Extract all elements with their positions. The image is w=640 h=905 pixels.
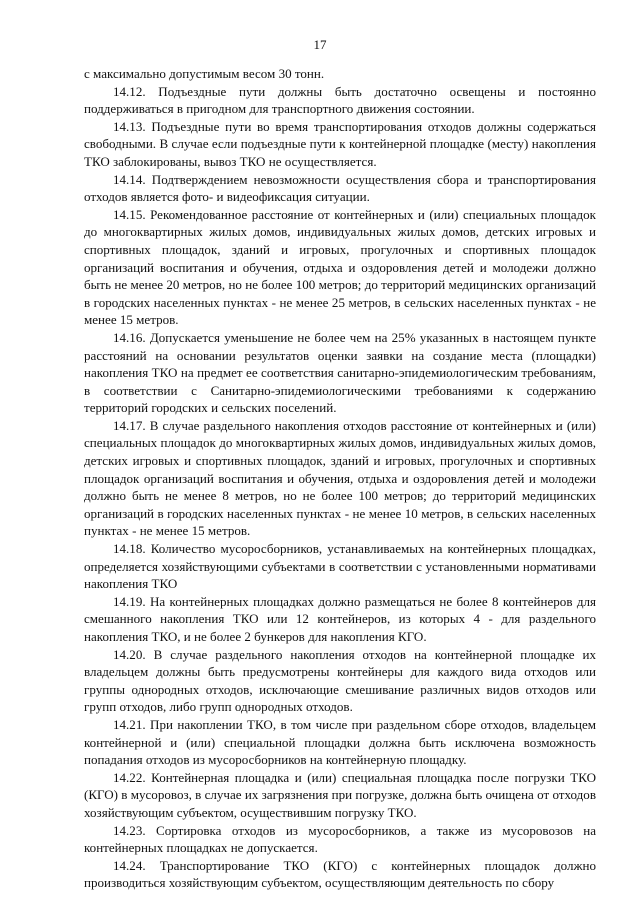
paragraph-14-21: 14.21. При накоплении ТКО, в том числе при раздельном сборе отходов, владельцем контейнерной и (или) специальной площадки должна быть исключена возможность попадания отходов из мусоросборников на контейнерную площадку. [84, 716, 596, 768]
paragraph-14-24: 14.24. Транспортирование ТКО (КГО) с контейнерных площадок должно производиться хозяйствующим субъектом, осуществляющим деятельность по сбору [84, 857, 596, 891]
paragraph-14-18: 14.18. Количество мусоросборников, устанавливаемых на контейнерных площадках, определяется хозяйствующими субъектами в соответствии с установленными нормативами накопления ТКО [84, 541, 596, 592]
paragraph-14-17: 14.17. В случае раздельного накопления отходов расстояние от контейнерных и (или) специальных площадок до многоквартирных жилых домов, индивидуальных жилых домов, детских игровых и спортивных площадок, зданий и игровых, прогулочных и спортивных площадок организаций воспитания и обучения, отдыха и оздоровления детей и молодежи должно быть не менее 8 метров, но не более 100 метров; до территорий медицинских организаций в городских населенных пунктах - не менее 10 метров, в сельских населенных пунктах - не менее 15 метров. [84, 417, 596, 539]
page-number: 17 [313, 37, 327, 52]
paragraph-continuation: с максимально допустимым весом 30 тонн. [84, 66, 325, 81]
paragraph-14-19: 14.19. На контейнерных площадках должно размещаться не более 8 контейнеров для смешанного накопления ТКО или 12 контейнеров, из которых 4 - для раздельного накопления ТКО, и не более 2 бункеров для накопления КГО. [84, 593, 596, 644]
document-body [84, 65, 596, 892]
paragraph-14-16: 14.16. Допускается уменьшение не более чем на 25% указанных в настоящем пункте расстояний на основании результатов оценки заявки на создание места (площадки) накопления ТКО на предмет ее соответствия санитарно-эпидемиологическим требованиям, в соответствии с Санитарно-эпидемиологическими требованиями к содержанию территорий городских и сельских поселений. [84, 329, 596, 416]
paragraph-14-14: 14.14. Подтверждением невозможности осуществления сбора и транспортирования отходов является фото- и видеофиксация ситуации. [84, 171, 596, 205]
paragraph-14-12: 14.12. Подъездные пути должны быть достаточно освещены и постоянно поддерживаться в пригодном для транспортного движения состоянии. [84, 83, 596, 117]
paragraph-14-20: 14.20. В случае раздельного накопления отходов на контейнерной площадке их владельцем должны быть предусмотрены контейнеры для каждого вида отходов или группы однородных отходов, исключающие смешивание различных видов отходов или групп отходов, либо групп однородных отходов. [84, 646, 596, 715]
paragraph-14-15: 14.15. Рекомендованное расстояние от контейнерных и (или) специальных площадок до многоквартирных жилых домов, индивидуальных жилых домов, детских игровых и спортивных площадок, зданий и игровых, прогулочных и спортивных площадок организаций воспитания и обучения, отдыха и оздоровления детей и молодежи должно быть не менее 20 метров, но не более 100 метров; до территорий медицинских организаций в городских населенных пунктах - не менее 25 метров, в сельских населенных пунктах - не менее 15 метров. [84, 206, 596, 328]
paragraph-14-22: 14.22. Контейнерная площадка и (или) специальная площадка после погрузки ТКО (КГО) в мусоровоз, в случае их загрязнения при погрузке, должна быть очищена от отходов хозяйствующим субъектом, осуществившим погрузку ТКО. [84, 769, 596, 820]
paragraph-14-23: 14.23. Сортировка отходов из мусоросборников, а также из мусоровозов на контейнерных площадках не допускается. [84, 822, 596, 856]
paragraph-14-13: 14.13. Подъездные пути во время транспортирования отходов должны содержаться свободными. В случае если подъездные пути к контейнерной площадке (месту) накопления ТКО заблокированы, вывоз ТКО не осуществляется. [84, 118, 596, 169]
